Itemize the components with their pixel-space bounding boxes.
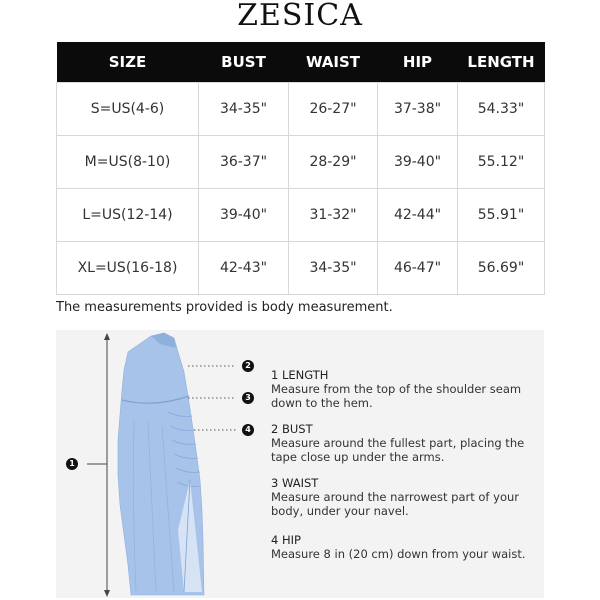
header-waist: WAIST	[289, 42, 378, 83]
cell-hip: 46-47"	[378, 242, 458, 295]
marker-bust: 2	[242, 360, 254, 372]
marker-hip: 4	[242, 424, 254, 436]
cell-hip: 42-44"	[378, 189, 458, 242]
measurement-guide-panel	[56, 330, 544, 598]
header-length: LENGTH	[458, 42, 545, 83]
cell-bust: 39-40"	[199, 189, 289, 242]
cell-length: 55.91"	[458, 189, 545, 242]
marker-waist: 3	[242, 392, 254, 404]
instruction-text: Measure 8 in (20 cm) down from your waist.	[271, 547, 526, 561]
instruction-bust	[271, 422, 531, 464]
marker-length: 1	[66, 458, 78, 470]
cell-length: 56.69"	[458, 242, 545, 295]
cell-length: 54.33"	[458, 83, 545, 136]
cell-length: 55.12"	[458, 136, 545, 189]
instruction-heading: 3 WAIST	[271, 476, 319, 490]
table-row	[57, 83, 545, 136]
cell-hip: 39-40"	[378, 136, 458, 189]
measurement-note: The measurements provided is body measurement.	[56, 300, 393, 315]
header-bust: BUST	[199, 42, 289, 83]
cell-waist: 34-35"	[289, 242, 378, 295]
length-arrow	[87, 333, 110, 597]
instruction-text: Measure around the narrowest part of your body, under your navel.	[271, 490, 519, 518]
cell-waist: 28-29"	[289, 136, 378, 189]
cell-size: XL=US(16-18)	[57, 242, 199, 295]
cell-size: S=US(4-6)	[57, 83, 199, 136]
instruction-text: Measure around the fullest part, placing the tape close up under the arms.	[271, 436, 525, 464]
instruction-hip	[271, 533, 531, 561]
cell-hip: 37-38"	[378, 83, 458, 136]
brand-logo: ZESICA	[237, 0, 363, 33]
table-header-row	[57, 42, 545, 83]
cell-bust: 36-37"	[199, 136, 289, 189]
header-size: SIZE	[57, 42, 199, 83]
instruction-text: Measure from the top of the shoulder seam down to the hem.	[271, 382, 522, 410]
cell-waist: 31-32"	[289, 189, 378, 242]
instruction-heading: 4 HIP	[271, 533, 301, 547]
table-row	[57, 136, 545, 189]
header-hip: HIP	[378, 42, 458, 83]
table-row	[57, 242, 545, 295]
cell-waist: 26-27"	[289, 83, 378, 136]
cell-bust: 34-35"	[199, 83, 289, 136]
cell-size: L=US(12-14)	[57, 189, 199, 242]
table-row	[57, 189, 545, 242]
instruction-heading: 1 LENGTH	[271, 368, 329, 382]
instruction-heading: 2 BUST	[271, 422, 313, 436]
size-chart-table	[56, 42, 545, 295]
dress-shape	[118, 333, 204, 595]
instruction-length	[271, 368, 531, 410]
cell-size: M=US(8-10)	[57, 136, 199, 189]
cell-bust: 42-43"	[199, 242, 289, 295]
instruction-waist	[271, 476, 531, 518]
marker-leaders	[188, 366, 236, 430]
